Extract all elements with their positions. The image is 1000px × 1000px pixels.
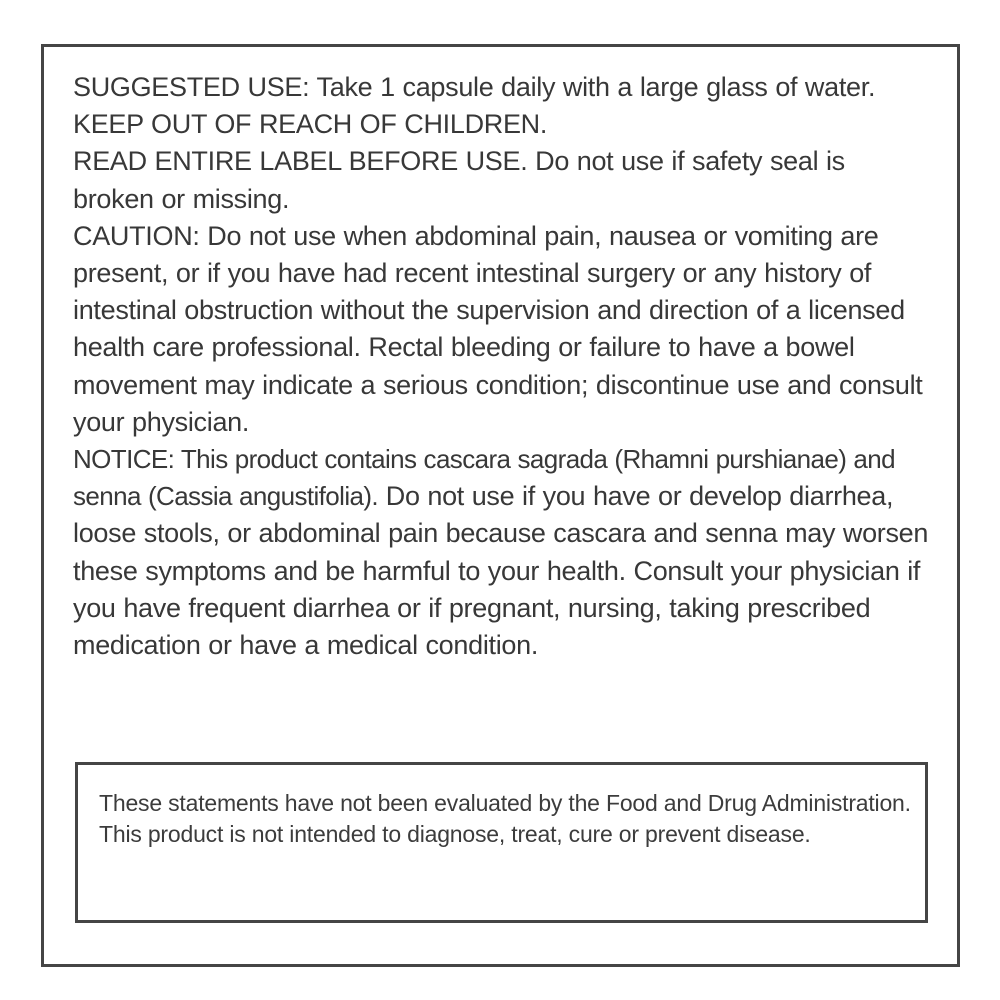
label-text-block — [73, 69, 933, 664]
read-label-warning: READ ENTIRE LABEL BEFORE USE. Do not use if safety seal is broken or missing. — [73, 146, 845, 214]
notice-ingredients-text: NOTICE: This product contains cascara sagrada (Rhamni purshianae) and senna (Cassia angustifolia). — [73, 444, 895, 512]
label-panel — [41, 44, 960, 967]
notice-text — [73, 441, 933, 664]
notice-warning-text: Do not use if you have or develop diarrhea, loose stools, or abdominal pain because cascara and senna may worsen these symptoms and be harmful to your health. Consult your physician if you have frequent diarrhea or if pregnant, nursing, taking prescribed medication or have a medical condition. — [73, 481, 929, 661]
fda-disclaimer-box — [75, 762, 928, 923]
suggested-use-text: SUGGESTED USE: Take 1 capsule daily with a large glass of water. — [73, 72, 876, 102]
fda-disclaimer-text: These statements have not been evaluated by the Food and Drug Administration. This product is not intended to diagnose, treat, cure or prevent disease. — [99, 790, 911, 847]
caution-text: CAUTION: Do not use when abdominal pain, nausea or vomiting are present, or if you have had recent intestinal surgery or any history of intestinal obstruction without the supervision and direction of a licensed health care professional. Rectal bleeding or failure to have a bowel movement may indicate a serious condition; discontinue use and consult your physician. — [73, 220, 923, 437]
keep-out-of-reach-warning: KEEP OUT OF REACH OF CHILDREN. — [73, 109, 548, 140]
